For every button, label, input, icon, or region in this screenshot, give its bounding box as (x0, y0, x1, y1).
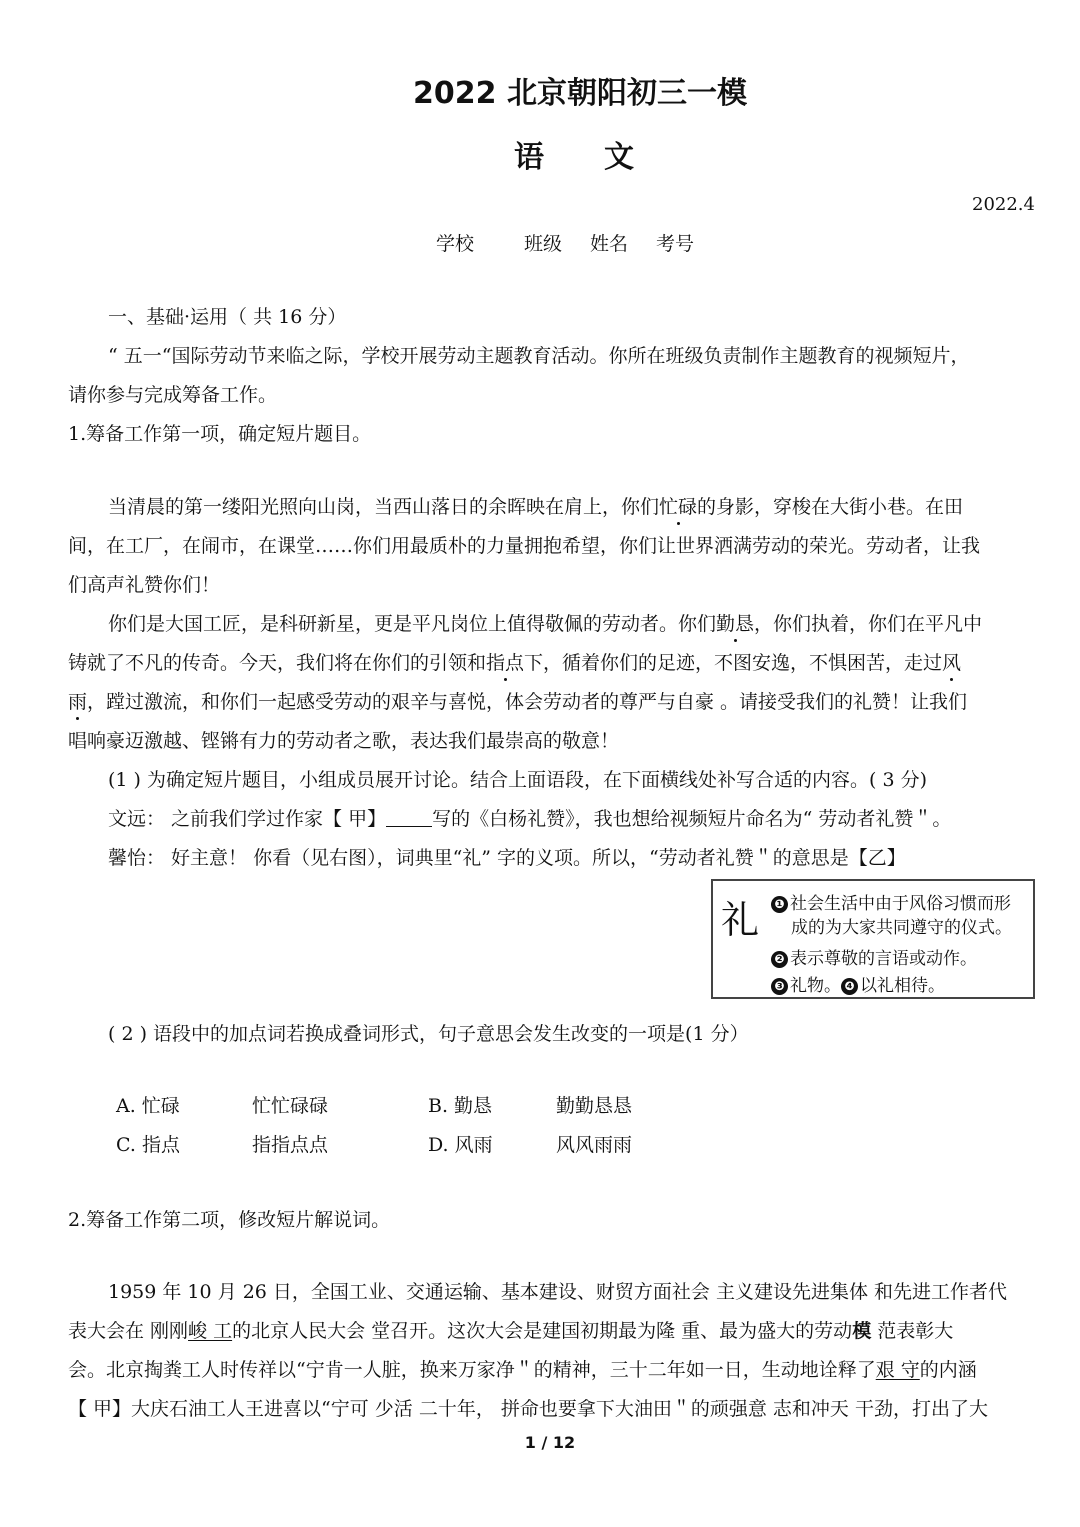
exam-title: 2022 北京朝阳初三一模 (413, 76, 747, 111)
dialog-xinyi: 馨怡： 好主意！ 你看（见右图），词典里“礼” 字的义项。所以，“劳动者礼赞＂的意思是【乙】 (108, 847, 906, 869)
option-a-label[interactable]: A. 忙碌 (116, 1095, 180, 1117)
field-class: 班级 (524, 233, 563, 255)
definition-3-4: ❸ 礼物。 ❹ 以礼相待。 (771, 971, 945, 996)
dotted-word-qinken: 勤恳 (716, 613, 755, 635)
passage1-line-4: 你们是大国工匠，是科研新星，更是平凡岗位上值得敬佩的劳动者。你们勤恳，你们执着，你们在平凡中 (108, 613, 983, 635)
passage1-line-7: 唱响豪迈激越、铿锵有力的劳动者之歌，表达我们最崇高的敬意！ (68, 730, 620, 752)
question-1-title: 1.筹备工作第一项，确定短片题目。 (68, 423, 372, 445)
passage1-line-1: 当清晨的第一缕阳光照向山岗，当西山落日的余晖映在肩上，你们忙碌的身影，穿梭在大街小巷。在田 (108, 496, 964, 518)
exam-date: 2022.4 (972, 194, 1035, 215)
page-number: 1 / 12 (524, 1433, 576, 1452)
section-heading: 一、基础·运用（ 共 16 分） (108, 306, 347, 328)
intro-line-2: 请你参与完成筹备工作。 (68, 384, 278, 406)
question-2-title: 2.筹备工作第二项，修改短片解说词。 (68, 1209, 391, 1231)
option-a-value: 忙忙碌碌 (252, 1095, 329, 1117)
option-d-value: 风风雨雨 (556, 1134, 633, 1156)
definition-1: ❶ 社会生活中由于风俗习惯而形 (771, 889, 1011, 914)
question-1-2: ( 2 ) 语段中的加点词若换成叠词形式，句子意思会发生改变的一项是(1 分） (108, 1023, 749, 1045)
underlined-word-jungong: 峻 工 (188, 1320, 233, 1342)
passage2-line-4: 【 甲】大庆石油工人王进喜以“宁可 少活 二十年， 拼命也要拿下大油田＂的顽强意 志和冲天 干劲，打出了大 (68, 1398, 988, 1420)
field-name: 姓名 (590, 233, 629, 255)
bold-char-mo: 模 (852, 1320, 872, 1342)
passage1-line-5: 铸就了不凡的传奇。今天，我们将在你们的引领和指点下，循着你们的足迹，不图安逸，不惧困苦，走过风 (68, 652, 962, 674)
field-school: 学校 (436, 233, 475, 255)
option-c-value: 指指点点 (252, 1134, 329, 1156)
passage1-line-3: 们高声礼赞你们！ (68, 574, 221, 596)
dotted-word-zhidian: 指点 (486, 652, 525, 674)
dotted-word-yu: 雨 (68, 691, 88, 713)
passage1-line-2: 间，在工厂，在闹市，在课堂……你们用最质朴的力量拥抱希望，你们让世界洒满劳动的荣光。劳动者，让我 (68, 535, 981, 557)
passage2-line-1: 1959 年 10 月 26 日，全国工业、交通运输、基本建设、财贸方面社会 主义建设先进集体 和先进工作者代 (108, 1281, 1007, 1303)
intro-line-1: “ 五一“国际劳动节来临之际，学校开展劳动主题教育活动。你所在班级负责制作主题教育的视频短片， (108, 345, 970, 367)
dotted-word-manglu: 忙碌 (659, 496, 698, 518)
definition-1-cont: 成的为大家共同遵守的仪式。 (791, 918, 1012, 938)
subject-title: 语文 (514, 140, 694, 175)
option-d-label[interactable]: D. 风雨 (428, 1134, 493, 1156)
dictionary-character: 礼 (721, 898, 760, 942)
underlined-word-jianshou: 艰 守 (875, 1359, 920, 1381)
option-b-label[interactable]: B. 勤恳 (428, 1095, 493, 1117)
passage2-line-2: 表大会在 刚刚峻 工的北京人民大会 堂召开。这次大会是建国初期最为隆 重、最为盛大的劳动模 范表彰大 (68, 1320, 954, 1342)
passage2-line-3: 会。北京掏粪工人时传祥以“宁肯一人脏，换来万家净＂的精神，三十二年如一日，生动地诠释了艰 守的内涵 (68, 1359, 977, 1381)
answer-blank-jia[interactable] (386, 807, 432, 827)
dialog-wenyuan: 文远： 之前我们学过作家【 甲】 写的《白杨礼赞》，我也想给视频短片命名为“ 劳动者礼赞＂。 (108, 808, 952, 830)
definition-2: ❷ 表示尊敬的言语或动作。 (771, 944, 977, 969)
field-exam-number: 考号 (656, 233, 695, 255)
dotted-word-feng: 风 (942, 652, 962, 674)
option-b-value: 勤勤恳恳 (556, 1095, 633, 1117)
passage1-line-6: 雨，蹚过激流，和你们一起感受劳动的艰辛与喜悦，体会劳动者的尊严与自豪 。请接受我们的礼赞！让我们 (68, 691, 968, 713)
option-c-label[interactable]: C. 指点 (116, 1134, 180, 1156)
question-1-1: (1 ) 为确定短片题目，小组成员展开讨论。结合上面语段，在下面横线处补写合适的内容。( 3 分) (108, 769, 927, 791)
student-info-fields (436, 229, 694, 256)
dictionary-entry-box (711, 879, 1035, 999)
